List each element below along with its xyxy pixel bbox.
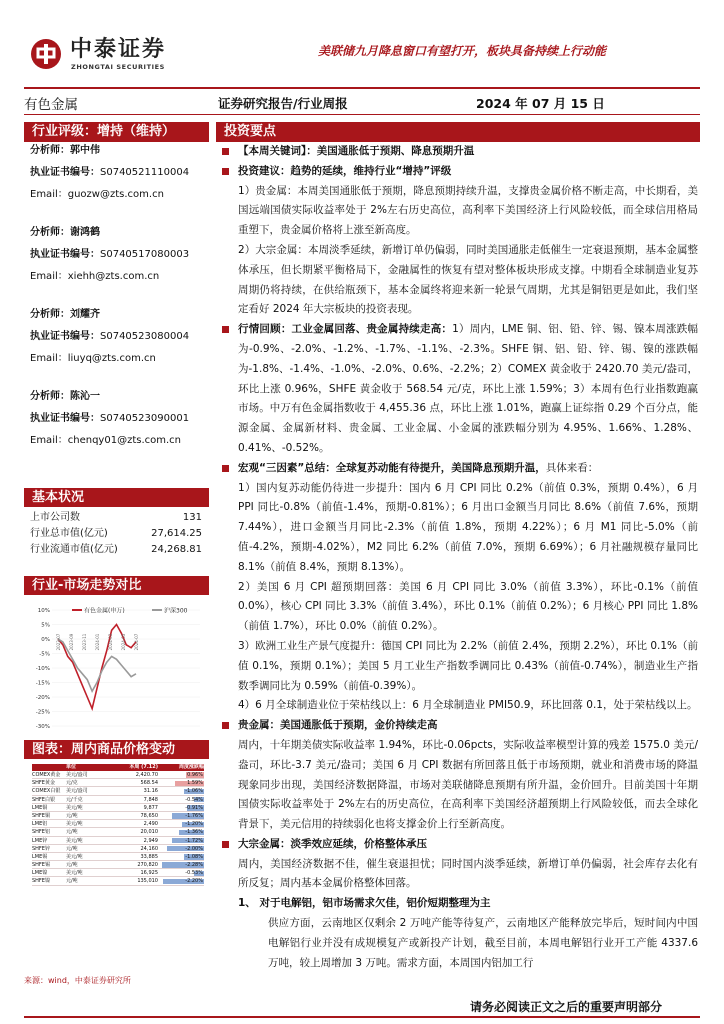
change-cell: [158, 820, 204, 827]
price-change-table: [32, 764, 204, 886]
change-cell: [158, 804, 204, 811]
change-value: -1.06%: [185, 788, 203, 795]
x-tick-label: 2024-03: [108, 633, 113, 651]
commodity-price: 2,420.70: [135, 772, 158, 778]
cert-label: 执业证书编号：: [30, 331, 100, 342]
commodity-price: 16,925: [140, 870, 158, 877]
change-value: -0.91%: [185, 804, 203, 811]
analyst-email[interactable]: guozw@zts.com.cn: [67, 189, 164, 200]
header-divider: [24, 87, 700, 89]
zhongtai-logo-icon: [30, 38, 62, 70]
commodity-unit: 元/克: [66, 780, 78, 787]
cert-label: 执业证书编号：: [30, 413, 100, 424]
price-row: [32, 771, 204, 779]
analyst-name: 陈沁一: [70, 391, 100, 402]
change-value: -2.28%: [185, 862, 203, 869]
advice-base-metals: 2）大宗金属：本周淡季延续，新增订单仍偏弱，同时美国通胀走低催生一定衰退预期，基本金属整体承压，但长期紧平衡格局下，金融属性的恢复有望对整体板块形成支撑。中期看全球制造业复苏周期仍将持续，在供给瓶颈下，基本金属终将迎来新一轮景气周期，尤其是铜铝更是如此，我们坚定看好 2024 年大宗板块的投资表现。: [238, 243, 698, 316]
x-tick-label: 2024-07: [134, 633, 139, 651]
y-tick-label: 0%: [41, 637, 50, 643]
stat-row: [30, 542, 202, 558]
y-tick-label: -20%: [35, 695, 50, 701]
email-label: Email：: [30, 353, 68, 364]
analyst-name-label: 分析师：: [30, 145, 70, 156]
report-date: 2024 年 07 月 15 日: [476, 96, 605, 111]
gold-heading: 贵金属：美国通胀低于预期，金价持续走高: [220, 716, 698, 736]
market-review-label: 行情回顾：工业金属回落、贵金属持续走高：: [238, 323, 453, 336]
change-cell: [158, 877, 204, 884]
commodity-price: 270,820: [137, 862, 158, 869]
change-value: 1.59%: [187, 780, 203, 787]
analyst-name-label: 分析师：: [30, 227, 70, 238]
header-divider-thin: [24, 114, 700, 115]
analyst-email[interactable]: xiehh@zts.com.cn: [67, 271, 160, 282]
y-tick-label: -25%: [35, 709, 50, 716]
market-review: [220, 320, 698, 459]
commodity-price: 2,949: [143, 837, 158, 844]
analyst-email[interactable]: chenqy01@zts.com.cn: [67, 435, 181, 446]
brand-name: 中泰证券: [70, 37, 167, 62]
commodity-price: 33,885: [140, 853, 158, 860]
y-tick-label: -10%: [35, 666, 50, 672]
price-row: [32, 853, 204, 861]
change-value: 0.96%: [187, 772, 203, 778]
change-value: -0.54%: [185, 796, 203, 803]
stat-label: 行业流通市值(亿元): [30, 544, 118, 555]
x-tick-label: 2023-09: [69, 633, 74, 651]
analyst-block: [30, 140, 210, 206]
commodity-unit: 元/吨: [66, 812, 78, 819]
commodity-unit: 美元/吨: [66, 870, 83, 877]
change-cell: [158, 828, 204, 835]
price-row: [32, 861, 204, 869]
main-body: [220, 142, 698, 973]
commodity-price: 9,877: [143, 804, 158, 811]
price-row: [32, 877, 204, 885]
stat-row: [30, 526, 202, 542]
analyst-name: 谢鸿鹤: [70, 227, 100, 238]
commodity-name: SHFE锌: [32, 845, 50, 852]
cert-number: S0740517080003: [100, 249, 190, 260]
header-cell: [32, 764, 66, 771]
price-row: [32, 812, 204, 820]
change-value: -1.72%: [185, 837, 203, 844]
analyst-name-label: 分析师：: [30, 309, 70, 320]
keyword-line: 【本周关键词】：美国通胀低于预期、降息预期升温: [220, 142, 698, 162]
x-tick-label: 2024-01: [95, 633, 100, 651]
commodity-price: 24,160: [140, 845, 158, 852]
industry-rating-bar: 行业评级：增持（维持）: [24, 122, 209, 142]
change-cell: [158, 861, 204, 868]
commodity-name: LME铝: [32, 821, 48, 828]
aluminum-text: 供应方面，云南地区仅剩余 2 万吨产能等待复产，云南地区产能释放完毕后，短时间内中国电解铝行业并没有成规模复产或新投产计划，截至目前，本周电解铝行业开工产能 4337.6 万吨，较上周增加 3 万吨。需求方面，本周国内铝加工行: [268, 917, 698, 969]
price-table-header: [32, 764, 204, 771]
commodity-unit: 美元/吨: [66, 804, 83, 811]
price-row: [32, 779, 204, 787]
cert-number: S0740523090001: [100, 413, 190, 424]
email-label: Email：: [30, 271, 68, 282]
y-tick-label: 5%: [41, 622, 50, 629]
commodity-unit: 美元/吨: [66, 853, 83, 860]
change-value: -1.76%: [185, 812, 203, 819]
change-cell: [158, 837, 204, 844]
commodity-name: LME锌: [32, 837, 48, 844]
price-row: [32, 820, 204, 828]
analyst-block: [30, 222, 210, 288]
market-review-text: 1）周内，LME 铜、铝、铅、锌、锡、镍本周涨跌幅为-0.9%、-2.0%、-1.2%、-1.7%、-1.1%、-2.3%。SHFE 铜、铝、铅、锌、锡、镍的涨跌幅为-1.8%、-1.4%、-1.0%、-2.0%、0.6%、-2.2%；2）COMEX 黄金收于 2420.70 美元/盎司，环比上涨 0.96%，SHFE 黄金收于 568.54 元/克，环比上涨 1.59%；3）本周有色行业指数跑赢市场。中万有色金属指数收于 4,455.36 点，环比上涨 1.01%，跑赢上证综指 0.29 个百分点，能源金属、金属新材料、贵金属、工业金属、小金属的涨跌幅分别为 4.95%、1.66%、1.28%、0.41%、-0.52%。: [238, 323, 699, 454]
cert-number: S0740521110004: [100, 167, 190, 178]
header-cell: 单位: [66, 764, 77, 770]
analyst-name: 郭中伟: [70, 145, 100, 156]
header-cell: 本周 (7.12): [129, 764, 158, 770]
commodity-price: 7,848: [143, 796, 158, 803]
stat-value: 27,614.25: [151, 528, 202, 539]
commodity-name: SHFE铝: [32, 829, 50, 836]
commodity-name: SHFE锡: [32, 862, 50, 869]
commodity-name: LME铜: [32, 804, 48, 811]
change-value: -1.36%: [185, 829, 203, 836]
stat-label: 上市公司数: [30, 512, 80, 523]
x-tick-label: 2024-05: [121, 633, 126, 651]
x-tick-label: 2023-11: [82, 633, 87, 651]
commodity-price: 31.16: [143, 788, 158, 795]
change-cell: [158, 771, 204, 778]
price-row: [32, 828, 204, 836]
y-tick-label: -5%: [39, 651, 50, 658]
email-label: Email：: [30, 435, 68, 446]
basic-status-bar: 基本状况: [24, 488, 209, 507]
cert-number: S0740523080004: [100, 331, 190, 342]
disclaimer-notice: 请务必阅读正文之后的重要声明部分: [470, 1000, 663, 1014]
price-row: [32, 787, 204, 795]
source-note: 来源：wind，中泰证券研究所: [24, 976, 131, 985]
price-row: [32, 845, 204, 853]
gold-text: 周内，十年期美债实际收益率 1.94%，环比-0.06pcts，实际收益率模型计算的残差 1575.0 美元/盎司，环比-3.7 美元/盎司；美国 6 月 CPI 数据有所回落且低于市场预期，就业和消费市场的降温现象同步出现，美国经济数据降温，市场对美联储降息预期有所升温，金价回升。目前美国十年期国债实际收益率处于 2%左右的历史高位，在高利率下美国经济超预期上行风险较低，而去全球化背景下，美元信用的持续弱化也将支撑金价上行至新高度。: [238, 738, 698, 831]
commodity-name: SHFE黄金: [32, 780, 55, 787]
change-cell: [158, 796, 204, 803]
commodity-unit: 元/吨: [66, 829, 78, 836]
commodity-unit: 美元/吨: [66, 821, 83, 828]
base-metals-heading: 大宗金属：淡季效应延续，价格整体承压: [220, 835, 698, 855]
change-cell: [158, 812, 204, 819]
commodity-unit: 元/吨: [66, 845, 78, 852]
commodity-name: SHFE白银: [32, 796, 55, 803]
footer-divider: [24, 1016, 700, 1018]
stat-value: 24,268.81: [151, 544, 202, 555]
commodity-name: COMEX白银: [32, 788, 61, 795]
change-value: -0.53%: [185, 870, 203, 877]
macro-us: 2）美国 6 月 CPI 超预期回落：美国 6 月 CPI 同比 3.0%（前值 3.3%），环比-0.1%（前值 0.0%），核心 CPI 同比 3.3%（前值 3.4%），环比 0.1%（前值 0.2%）；6 月核心 PPI 同比 1.8%（前值 1.7%），环比 0.0%（前值 0.2%）。: [238, 580, 698, 633]
commodity-unit: 元/吨: [66, 878, 78, 885]
commodity-unit: 美元/盎司: [66, 772, 88, 778]
basic-stats: [30, 510, 202, 558]
market-trend-chart: [30, 602, 208, 734]
analyst-name-label: 分析师：: [30, 391, 70, 402]
aluminum-heading: 1、 对于电解铝，铝市场需求欠佳，铝价短期整理为主: [238, 897, 491, 910]
commodity-price: 78,650: [140, 812, 158, 819]
email-label: Email：: [30, 189, 68, 200]
market-trend-bar: 行业-市场走势对比: [24, 576, 209, 595]
analyst-block: [30, 304, 210, 370]
report-type: 证券研究报告/行业周报: [218, 96, 348, 111]
legend-label: 有色金属(申万): [84, 607, 125, 615]
commodity-unit: 美元/吨: [66, 837, 83, 844]
change-value: -1.08%: [185, 853, 203, 860]
macro-europe: 3）欧洲工业生产景气度提升：德国 CPI 同比为 2.2%（前值 2.4%，预期 2.2%），环比 0.1%（前值 0.1%，预期 0.1%）；美国 5 月工业生产指数季调同比 0.43%（前值-0.74%），制造业生产指数季调同比为 0.59%（前值-0.39%）。: [238, 639, 698, 692]
change-cell: [158, 845, 204, 852]
commodity-name: SHFE铜: [32, 812, 50, 819]
macro-global: 4）6 月全球制造业位于荣枯线以上：6 月全球制造业 PMI50.9，环比回落 0.1，处于荣枯线以上。: [238, 699, 698, 712]
brand-name-en: ZHONGTAI SECURITIES: [71, 63, 165, 71]
macro-label: 宏观“三因素”总结：全球复苏动能有待提升，美国降息预期升温，: [238, 461, 546, 474]
advice-heading: 投资建议：趋势的延续，维持行业“增持”评级: [220, 162, 698, 182]
stat-row: [30, 510, 202, 526]
y-tick-label: 10%: [37, 608, 50, 614]
analyst-name: 刘耀齐: [70, 309, 100, 320]
price-row: [32, 796, 204, 804]
price-row: [32, 804, 204, 812]
commodity-name: COMEX黄金: [32, 772, 61, 778]
sector-label: 有色金属: [24, 97, 78, 113]
commodity-unit: 美元/盎司: [66, 788, 88, 795]
commodity-price: 135,010: [137, 878, 158, 885]
stat-value: 131: [182, 512, 202, 523]
commodity-unit: 元/千克: [66, 796, 83, 803]
macro-tail: 具体来看：: [545, 461, 599, 474]
price-row: [32, 837, 204, 845]
y-tick-label: -30%: [35, 724, 50, 730]
commodity-name: SHFE镍: [32, 878, 50, 885]
x-tick-label: 2023-07: [56, 633, 61, 651]
analyst-block: [30, 386, 210, 452]
commodity-price: 20,010: [140, 829, 158, 836]
advice-precious: 1）贵金属：本周美国通胀低于预期，降息预期持续升温，支撑贵金属价格不断走高，中长期看，美国远端国债实际收益率处于 2%左右历史高位，高利率下美国经济上行风险较低，而全球信用格局重塑下，贵金属价格将上涨至新高度。: [238, 184, 698, 237]
macro-heading: [220, 459, 698, 479]
macro-domestic: 1）国内复苏动能仍待进一步提升：国内 6 月 CPI 同比 0.2%（前值 0.3%，预期 0.4%），6 月 PPI 同比-0.8%（前值-1.4%，预期-0.81%）；6 月出口金额当月同比 8.6%（前值 7.6%，预期 7.44%），进口金额当月同比-2.3%（前值 1.8%，预期 4.22%）；6 月 M1 同比-5.0%（前值-4.2%，预期-4.02%），M2 同比 6.2%（前值 7.0%，预期 6.69%）；6 月社融规模存量同比 8.1%（前值 8.4%，预期 8.13%）。: [238, 481, 698, 573]
commodity-name: LME锡: [32, 853, 48, 860]
y-tick-label: -15%: [35, 680, 50, 687]
price-row: [32, 869, 204, 877]
commodity-name: LME镍: [32, 870, 48, 877]
cert-label: 执业证书编号：: [30, 167, 100, 178]
base-metals-text: 周内，美国经济数据不佳，催生衰退担忧；同时国内淡季延续，新增订单仍偏弱，社会库存去化有所反复；周内基本金属价格整体回落。: [238, 857, 698, 890]
change-cell: [158, 787, 204, 794]
commodity-price: 2,490: [143, 821, 158, 828]
change-value: -2.00%: [185, 845, 203, 852]
header-cell: 周度涨跌幅: [178, 764, 204, 770]
stat-label: 行业总市值(亿元): [30, 528, 108, 539]
legend-label: 沪深300: [164, 607, 188, 615]
cert-label: 执业证书编号：: [30, 249, 100, 260]
commodity-price: 568.54: [140, 780, 158, 787]
change-value: -2.20%: [185, 878, 203, 885]
report-headline: 美联储九月降息窗口有望打开，板块具备持续上行动能: [318, 44, 607, 58]
change-value: -1.20%: [185, 821, 203, 828]
change-cell: [158, 779, 204, 786]
commodity-unit: 元/吨: [66, 862, 78, 869]
highlights-bar: 投资要点: [216, 122, 700, 142]
change-cell: [158, 853, 204, 860]
price-change-bar: 图表：周内商品价格变动: [24, 740, 209, 759]
change-cell: [158, 869, 204, 876]
analyst-email[interactable]: liuyq@zts.com.cn: [67, 353, 156, 364]
